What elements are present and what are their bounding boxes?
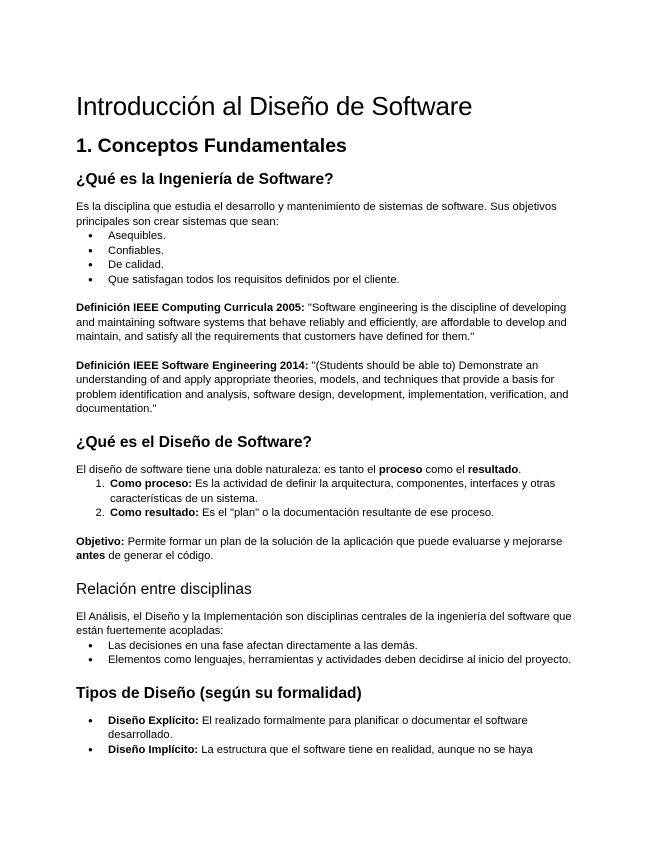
paragraph-definicion-2005 xyxy=(76,301,581,345)
text-run: Permite formar un plan de la solución de la aplicación que puede evaluarse y mejorarse xyxy=(124,535,563,548)
definition-text: "Software engineering is the discipline of developing and maintaining software systems that behave reliably and efficiently, are affordable to develop and maintain, and satisfy all the requirements that customers have defined for them." xyxy=(76,302,567,343)
bold-term-resultado: resultado xyxy=(467,463,519,476)
list-item: ● Que satisfagan todos los requisitos definidos por el cliente. xyxy=(108,273,581,288)
objective-label: Objetivo: xyxy=(76,535,125,548)
section-heading-conceptos: 1. Conceptos Fundamentales xyxy=(76,135,347,157)
heading-relacion-disciplinas: Relación entre disciplinas xyxy=(76,580,252,598)
list-item xyxy=(108,743,581,758)
item-text: Es la actividad de definir la arquitectura, componentes, interfaces y otras características de un sistema. xyxy=(110,478,556,505)
text-run: El diseño de software tiene una doble naturaleza: es tanto el xyxy=(76,463,379,476)
item-text: La estructura que el software tiene en realidad, aunque no se haya xyxy=(198,743,533,756)
bold-term-proceso: proceso xyxy=(378,463,423,476)
list-item: ● Confiables. xyxy=(108,244,581,259)
item-label: Como resultado: xyxy=(110,507,199,519)
item-text: El realizado formalmente para planificar o documentar el software desarrollado. xyxy=(108,714,528,741)
list-item: ● Elementos como lenguajes, herramientas y actividades deben decidirse al inicio del proyecto. xyxy=(108,653,581,668)
item-label: Como proceso: xyxy=(110,478,193,490)
heading-tipos-diseno: Tipos de Diseño (según su formalidad) xyxy=(76,684,362,702)
definition-text: "(Students should be able to) Demonstrate an understanding of and apply appropriate theories, models, and techniques that provide a basis for problem identification and analysis, software design, development, implementation, verification, and documentation." xyxy=(76,359,569,415)
paragraph-diseno-intro xyxy=(76,463,581,478)
definition-label: Definición IEEE Computing Curricula 2005: xyxy=(76,302,305,314)
text-run: . xyxy=(518,463,522,476)
list-item: ● Las decisiones en una fase afectan directamente a las demás. xyxy=(108,639,581,654)
definition-label: Definición IEEE Software Engineering 2014: xyxy=(76,359,309,372)
list-item xyxy=(108,506,581,521)
numbered-list-naturaleza xyxy=(76,477,581,521)
list-item: ● Asequibles. xyxy=(108,229,581,244)
heading-ingenieria-software: ¿Qué es la Ingeniería de Software? xyxy=(76,171,334,188)
list-item: ● De calidad. xyxy=(108,258,581,273)
item-text: Es el "plan" o la documentación resultante de ese proceso. xyxy=(198,507,495,519)
heading-diseno-software: ¿Qué es el Diseño de Software? xyxy=(76,433,313,451)
text-run: como el xyxy=(422,463,468,476)
bullet-list-tipos xyxy=(76,714,581,758)
paragraph-ingenieria-intro: Es la disciplina que estudia el desarrollo y mantenimiento de sistemas de software. Sus objetivos principales son crear sistemas que sean: xyxy=(76,201,557,228)
list-item xyxy=(108,477,581,506)
bullet-list-objetivos xyxy=(76,229,581,287)
document-title: Introducción al Diseño de Software xyxy=(76,91,473,121)
paragraph-objetivo xyxy=(76,535,581,564)
list-item xyxy=(108,714,581,743)
paragraph-relacion-intro: El Análisis, el Diseño y la Implementación son disciplinas centrales de la ingeniería del software que están fuertemente acopladas: xyxy=(76,610,572,637)
bullet-list-relacion xyxy=(76,639,581,668)
paragraph-definicion-2014 xyxy=(76,359,581,417)
document-body xyxy=(76,90,581,757)
bold-term-antes: antes xyxy=(76,550,106,562)
item-label: Diseño Explícito: xyxy=(108,714,199,727)
text-run: de generar el código. xyxy=(105,550,214,562)
item-label: Diseño Implícito: xyxy=(108,743,199,756)
